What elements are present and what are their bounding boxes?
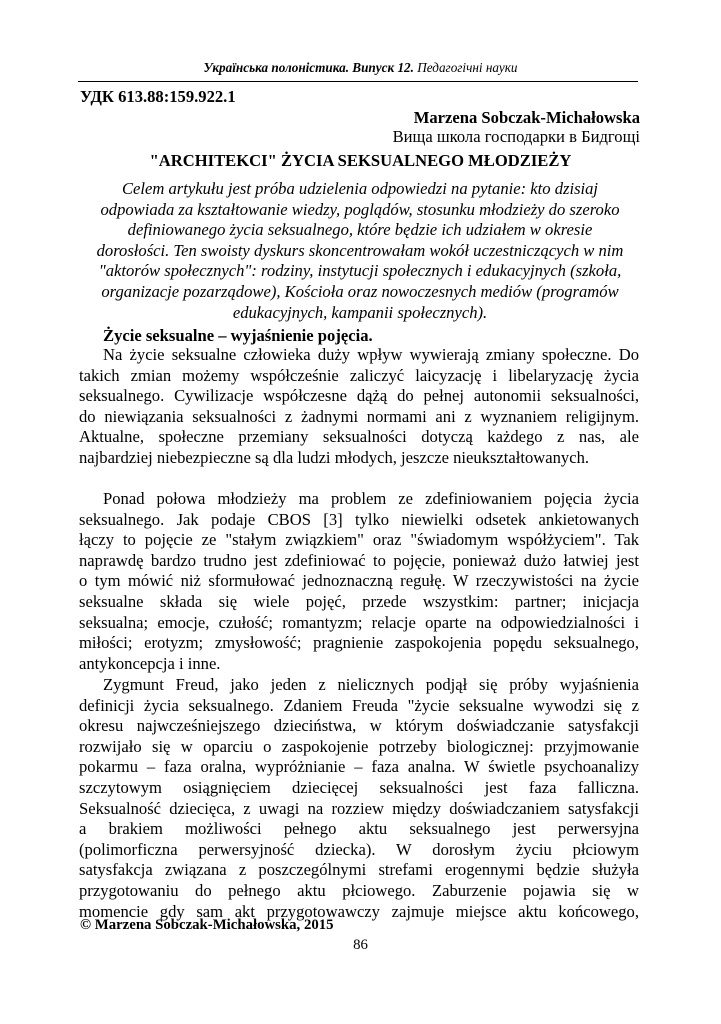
body-line: seksualnego. Jak podaje CBOS [3] tylko niewielki odsetek ankietowanych bbox=[79, 509, 639, 529]
body-line: takich zmian możemy współcześnie zaliczyć laicyzację i libelaryzację życia bbox=[79, 365, 639, 385]
body-line: Aktualne, społeczne przemiany seksualności dotyczą każdego z nas, ale bbox=[79, 427, 639, 447]
page-number: 86 bbox=[353, 937, 368, 953]
body-line: naprawdę bardzo trudno jest zdefiniować to pojęcie, ponieważ dużo łatwiej jest bbox=[79, 550, 639, 570]
article-title: "ARCHITEKCI" ŻYCIA SEKSUALNEGO MŁODZIEŻY bbox=[149, 151, 572, 170]
body-line: a brakiem możliwości pełnego aktu seksualnego jest perwersyjna bbox=[79, 819, 639, 839]
udk-code: УДК 613.88:159.922.1 bbox=[80, 87, 236, 106]
body-line: Seksualność dziecięca, z uwagi na rozziew między doświadczaniem satysfakcji bbox=[79, 798, 639, 818]
body-line: pokarmu – faza oralna, wypróżnianie – faza analna. W świetle psychoanalizy bbox=[79, 757, 639, 777]
section-heading: Życie seksualne – wyjaśnienie pojęcia. bbox=[103, 326, 373, 345]
author-name: Marzena Sobczak-Michałowska bbox=[413, 108, 640, 127]
paragraph-3 bbox=[79, 675, 639, 922]
body-line: przygotowaniu do pełnego aktu płciowego. Zaburzenie pojawia się w bbox=[79, 880, 639, 900]
abstract-line: dorosłości. Ten swoisty dyskurs skoncentrowałam wokół uczestniczących w nim bbox=[96, 240, 624, 260]
body-line: okresu najwcześniejszego dzieciństwa, w którym doświadczanie satysfakcji bbox=[79, 716, 639, 736]
body-line: momencie gdy sam akt przygotowawczy zajmuje miejsce aktu końcowego, bbox=[79, 901, 639, 921]
abstract-line: odpowiada za kształtowanie wiedzy, poglądów, stosunku młodzieży do szeroko bbox=[100, 199, 620, 219]
paragraph-1 bbox=[79, 345, 639, 469]
body-line: do niewiązania seksualności z żadnymi normami ani z wyznaniem religijnym. bbox=[79, 406, 639, 426]
body-line: szczytowym osiągnięciem dziecięcej seksualności jest faza falliczna. bbox=[79, 777, 639, 797]
body-line: seksualna; emocje, czułość; romantyzm; relacje oparte na odpowiedzialności i bbox=[79, 612, 639, 632]
body-line: łączy to pojęcie ze "stałym związkiem" oraz "świadomym współżyciem". Tak bbox=[79, 530, 639, 550]
abstract-line: edukacyjnych, kampanii społecznych). bbox=[232, 302, 488, 322]
body-line: rozwijało się w oparciu o zaspokojenie potrzeby biologicznej: przyjmowanie bbox=[79, 736, 639, 756]
abstract bbox=[96, 179, 624, 323]
body-line: Zygmunt Freud, jako jeden z nielicznych podjął się próby wyjaśnienia bbox=[103, 675, 639, 694]
body-line: definicji życia seksualnego. Zdaniem Freuda "życie seksualne wywodzi się z bbox=[79, 695, 639, 715]
abstract-line: organizacje pozarządowe), Kościoła oraz nowoczesnych mediów (programów bbox=[101, 281, 619, 301]
body-line: miłości; erotyzm; zmysłowość; pragnienie zaspokojenia popędu seksualnego, bbox=[79, 633, 639, 653]
abstract-line: definiowanego życia seksualnego, które będzie ich udziałem w okresie bbox=[127, 220, 593, 240]
journal-name: Українська полоністика. Випуск 12. bbox=[203, 60, 414, 75]
paragraph-2 bbox=[79, 489, 639, 674]
body-line: o tym mówić niż sformułować jednoznaczną regułę. W rzeczywistości na życie bbox=[79, 571, 639, 591]
body-line: satysfakcja związana z poszczególnymi strefami erogennymi będzie służyła bbox=[79, 860, 639, 880]
body-line: seksualne składa się wiele pojęć, przede wszystkim: partner; inicjacja bbox=[79, 591, 639, 611]
body-line: seksualnego. Cywilizacje współczesne dążą do pełnej autonomii seksualności, bbox=[79, 386, 639, 406]
body-line: Ponad połowa młodzieży ma problem ze zdefiniowaniem pojęcia życia bbox=[103, 489, 639, 508]
abstract-line: Celem artykułu jest próba udzielenia odpowiedzi na pytanie: kto dzisiaj bbox=[121, 179, 599, 198]
header-divider bbox=[78, 81, 638, 82]
running-header bbox=[0, 60, 721, 76]
body-line: (polimorficzna perwersyjność dziecka). W dorosłym życiu płciowym bbox=[79, 839, 639, 859]
author-affiliation: Вища школа господарки в Бидгощі bbox=[392, 127, 640, 146]
body-line: najbardziej niebezpieczne są dla ludzi młodych, jeszcze nieukształtowanych. bbox=[79, 447, 590, 467]
abstract-line: "aktorów społecznych": rodziny, instytucji społecznych i edukacyjnych (szkoła, bbox=[98, 261, 622, 281]
journal-section: Педагогічні науки bbox=[417, 60, 518, 75]
body-line: Na życie seksualne człowieka duży wpływ wywierają zmiany społeczne. Do bbox=[103, 345, 639, 364]
body-line: antykoncepcja i inne. bbox=[79, 653, 221, 673]
copyright-notice: © Marzena Sobczak-Michałowska, 2015 bbox=[80, 917, 334, 933]
